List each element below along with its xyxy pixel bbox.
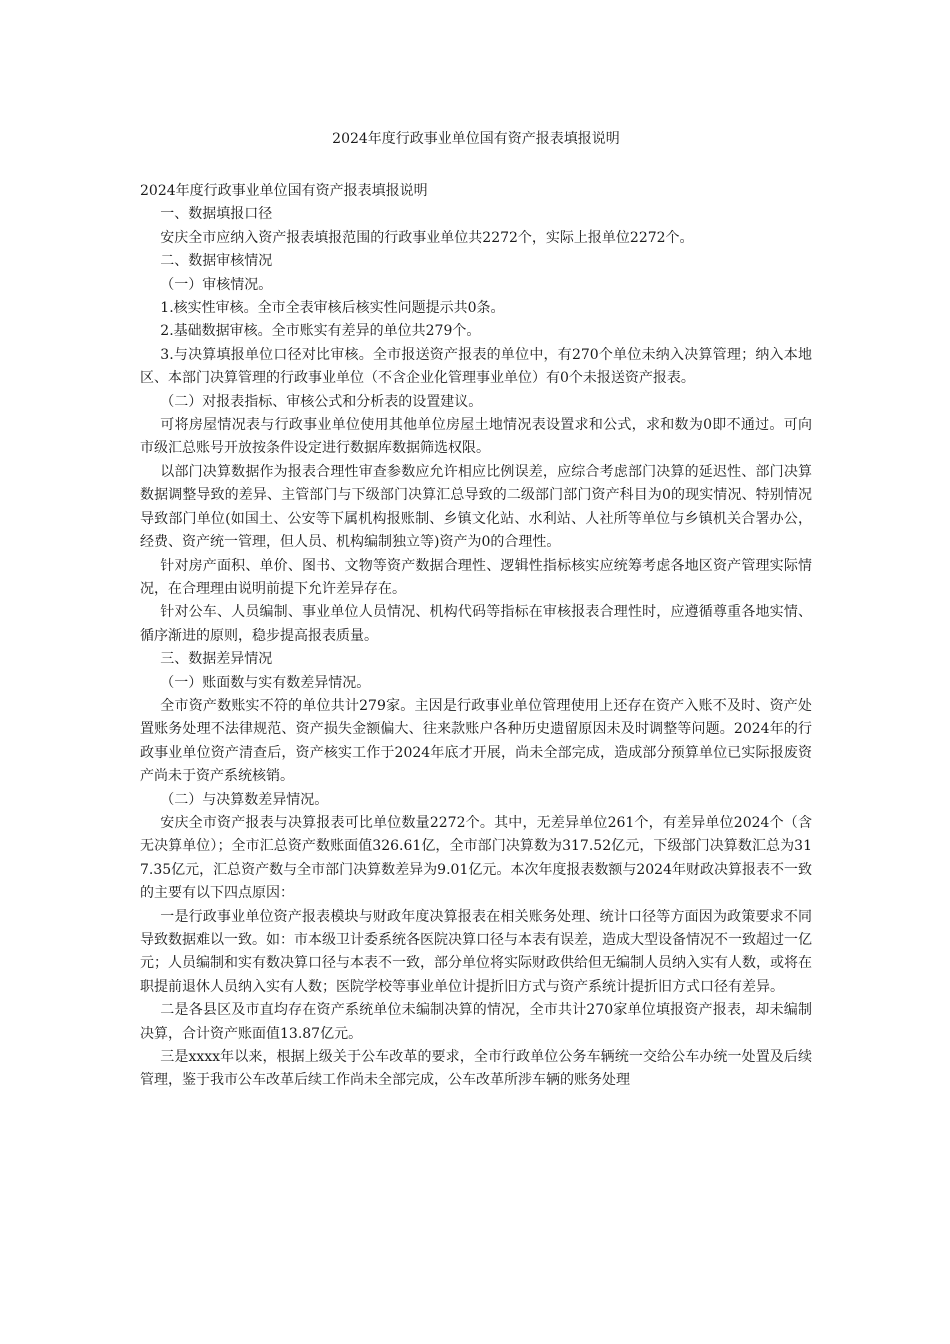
- paragraph: 针对公车、人员编制、事业单位人员情况、机构代码等指标在审核报表合理性时，应遵循尊重各地实情、循序渐进的原则，稳步提高报表质量。: [140, 604, 812, 644]
- section-heading-3: 三、数据差异情况: [160, 651, 273, 668]
- section-heading-2: 二、数据审核情况: [160, 253, 273, 270]
- paragraph: 可将房屋情况表与行政事业单位使用其他单位房屋土地情况表设置求和公式，求和数为0即不通过。可向市级汇总账号开放按条件设定进行数据库数据筛选权限。: [140, 417, 812, 457]
- paragraph: 1.核实性审核。全市全表审核后核实性问题提示共0条。: [160, 300, 505, 317]
- subsection-heading: （二）与决算数差异情况。: [160, 791, 329, 808]
- subsection-heading: （二）对报表指标、审核公式和分析表的设置建议。: [160, 393, 483, 410]
- paragraph: 安庆全市资产报表与决算报表可比单位数量2272个。其中，无差异单位261个，有差异单位2024个（含无决算单位）；全市汇总资产数账面值326.61亿，全市部门决算数为317.52亿元，下级部门决算数汇总为317.35亿元，汇总资产数与全市部门决算数差异为9.01亿元。本次年度报表数额与2024年财政决算报表不一致的主要有以下四点原因：: [140, 814, 812, 902]
- document-title: 2024年度行政事业单位国有资产报表填报说明: [332, 131, 620, 147]
- paragraph: 3.与决算填报单位口径对比审核。全市报送资产报表的单位中，有270个单位未纳入决算管理；纳入本地区、本部门决算管理的行政事业单位（不含企业化管理事业单位）有0个未报送资产报表。: [140, 346, 812, 387]
- document-body: [140, 180, 812, 1093]
- section-heading-1: 一、数据填报口径: [160, 206, 273, 223]
- paragraph: 一是行政事业单位资产报表模块与财政年度决算报表在相关账务处理、统计口径等方面因为政策要求不同导致数据难以一致。如：市本级卫计委系统各医院决算口径与本表有误差，造成大型设备情况不一致超过一亿元；人员编制和实有数决算口径与本表不一致，部分单位将实际财政供给但无编制人员纳入实有人数，或将在职提前退休人员纳入实有人数；医院学校等事业单位计提折旧方式与资产系统计提折旧方式口径有差异。: [140, 908, 812, 995]
- paragraph: 二是各县区及市直均存在资产系统单位未编制决算的情况，全市共计270家单位填报资产报表，却未编制决算，合计资产账面值13.87亿元。: [140, 1002, 812, 1042]
- subsection-heading: （一）审核情况。: [160, 276, 273, 293]
- paragraph: 针对房产面积、单价、图书、文物等资产数据合理性、逻辑性指标核实应统筹考虑各地区资产管理实际情况，在合理理由说明前提下允许差异存在。: [140, 557, 812, 597]
- paragraph: 以部门决算数据作为报表合理性审查参数应允许相应比例误差，应综合考虑部门决算的延迟性、部门决算数据调整导致的差异、主管部门与下级部门决算汇总导致的二级部门部门资产科目为0的现实情况、特别情况导致部门单位(如国土、公安等下属机构报账制、乡镇文化站、水利站、人社所等单位与乡镇机关合署办公，经费、资产统一管理，但人员、机构编制独立等)资产为0的合理性。: [140, 463, 812, 551]
- paragraph: 三是xxxx年以来，根据上级关于公车改革的要求，全市行政单位公务车辆统一交给公车办统一处置及后续管理，鉴于我市公车改革后续工作尚未全部完成，公车改革所涉车辆的账务处理: [140, 1049, 812, 1089]
- body-heading: 2024年度行政事业单位国有资产报表填报说明: [140, 183, 428, 199]
- paragraph: 安庆全市应纳入资产报表填报范围的行政事业单位共2272个，实际上报单位2272个。: [160, 229, 694, 246]
- paragraph: 全市资产数账实不符的单位共计279家。主因是行政事业单位管理使用上还存在资产入账不及时、资产处置账务处理不法律规范、资产损失金额偏大、往来款账户各种历史遗留原因未及时调整等问题。2024年的行政事业单位资产清查后，资产核实工作于2024年底才开展，尚未全部完成，造成部分预算单位已实际报废资产尚未于资产系统核销。: [140, 697, 812, 785]
- paragraph: 2.基础数据审核。全市账实有差异的单位共279个。: [160, 323, 481, 340]
- subsection-heading: （一）账面数与实有数差异情况。: [160, 674, 371, 691]
